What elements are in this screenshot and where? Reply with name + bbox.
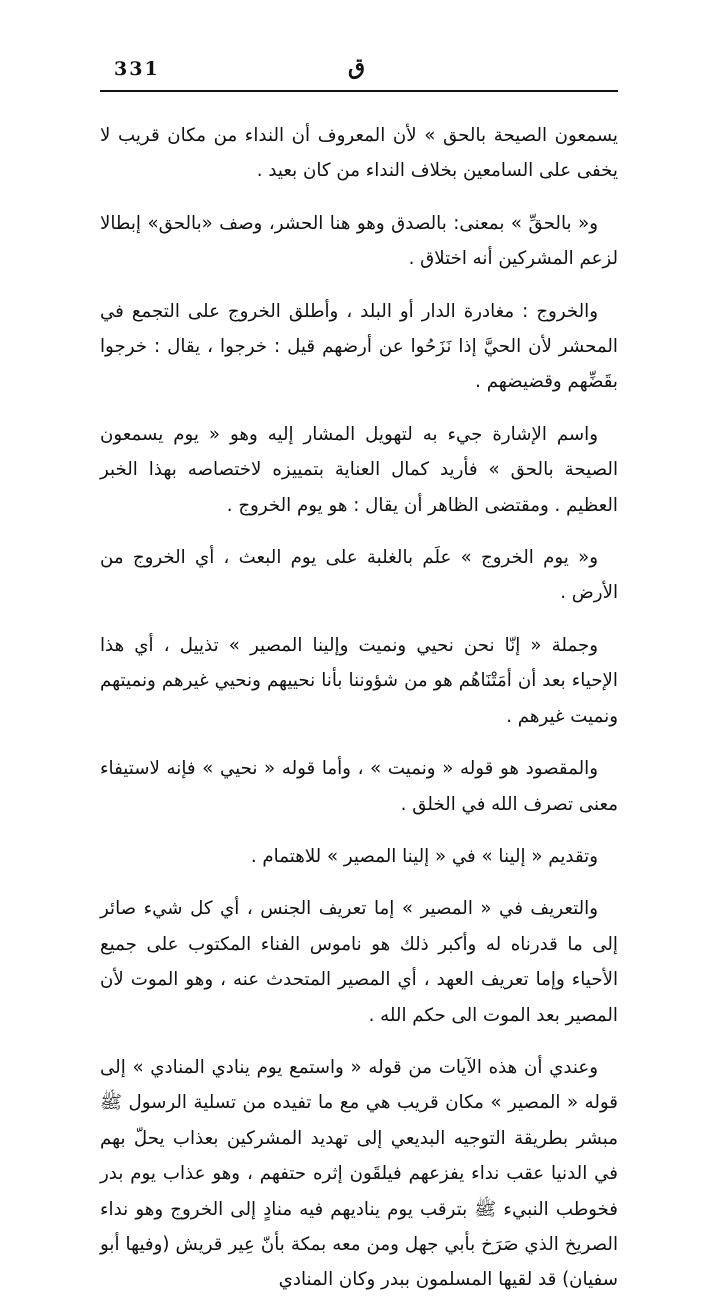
paragraph: وتقديم « إلينا » في « إلينا المصير » للاهتمام . <box>250 845 598 867</box>
paragraph: والخروج : مغادرة الدار أو البلد ، وأطلق الخروج على التجمع في المحشر لأن الحيَّ إذا نَزَحُوا عن أرضهم قيل : خرجوا ، يقال : خرجوا بقَضِّهم وقضيضهم . <box>100 300 618 393</box>
paragraph: وجملة « إنّا نحن نحيي ونميت وإلينا المصير » تذييل ، أي هذا الإحياء بعد أن أمَتْنَاهُم هو من شؤوننا بأنا نحييهم ونحيي غيرهم ونميتهم ونميت غيرهم . <box>100 634 618 727</box>
surah-title: ق <box>348 54 366 80</box>
paragraph: والتعريف في « المصير » إما تعريف الجنس ، أي كل شيء صائر إلى ما قدرناه له وأكبر ذلك هو ناموس الفناء المكتوب على جميع الأحياء وإما تعريف العهد ، أي المصير المتحدث عنه ، وهو الموت لأن المصير بعد الموت الى حكم الله . <box>100 898 618 1026</box>
paragraph: و« يوم الخروج » علَم بالغلبة على يوم البعث ، أي الخروج من الأرض . <box>100 547 618 604</box>
paragraph: والمقصود هو قوله « ونميت » ، وأما قوله « نحيي » فإنه لاستيفاء معنى تصرف الله في الخلق . <box>100 758 618 815</box>
paragraph: واسم الإشارة جيء به لتهويل المشار إليه وهو « يوم يسمعون الصيحة بالحق » فأريد كمال العناية بتمييزه لاختصاصه بهذا الخبر العظيم . ومقتضى الظاهر أن يقال : هو يوم الخروج . <box>100 423 618 516</box>
paragraph: يسمعون الصيحة بالحق » لأن المعروف أن النداء من مكان قريب لا يخفى على السامعين بخلاف النداء من كان بعيد . <box>100 125 618 182</box>
page-header <box>100 54 618 92</box>
page-body <box>100 118 618 1298</box>
paragraph: و« بالحقِّ » بمعنى: بالصدق وهو هنا الحشر، وصف «بالحق» إبطالا لزعم المشركين أنه اختلاق . <box>100 212 618 270</box>
page-number: 331 <box>114 58 160 80</box>
paragraph: وعندي أن هذه الآيات من قوله « واستمع يوم ينادي المنادي » إلى قوله « المصير » مكان قريب هي مع ما تفيده من تسلية الرسول ﷺ مبشر بطريقة التوجيه البديعي إلى تهديد المشركين بعذاب يحلّ بهم في الدنيا عقب نداء يفزعهم فيلقَون إثره حتفهم ، وهو عذاب يوم بدر فخوطب النبيء ﷺ بترقب يوم يناديهم فيه منادٍ إلى الخروج وهو نداء الصريخ الذي صَرَخ بأبي جهل ومن معه بمكة بأنّ عِير قريش (وفيها أبو سفيان) قد لقيها المسلمون ببدر وكان المنادي <box>100 1056 618 1291</box>
